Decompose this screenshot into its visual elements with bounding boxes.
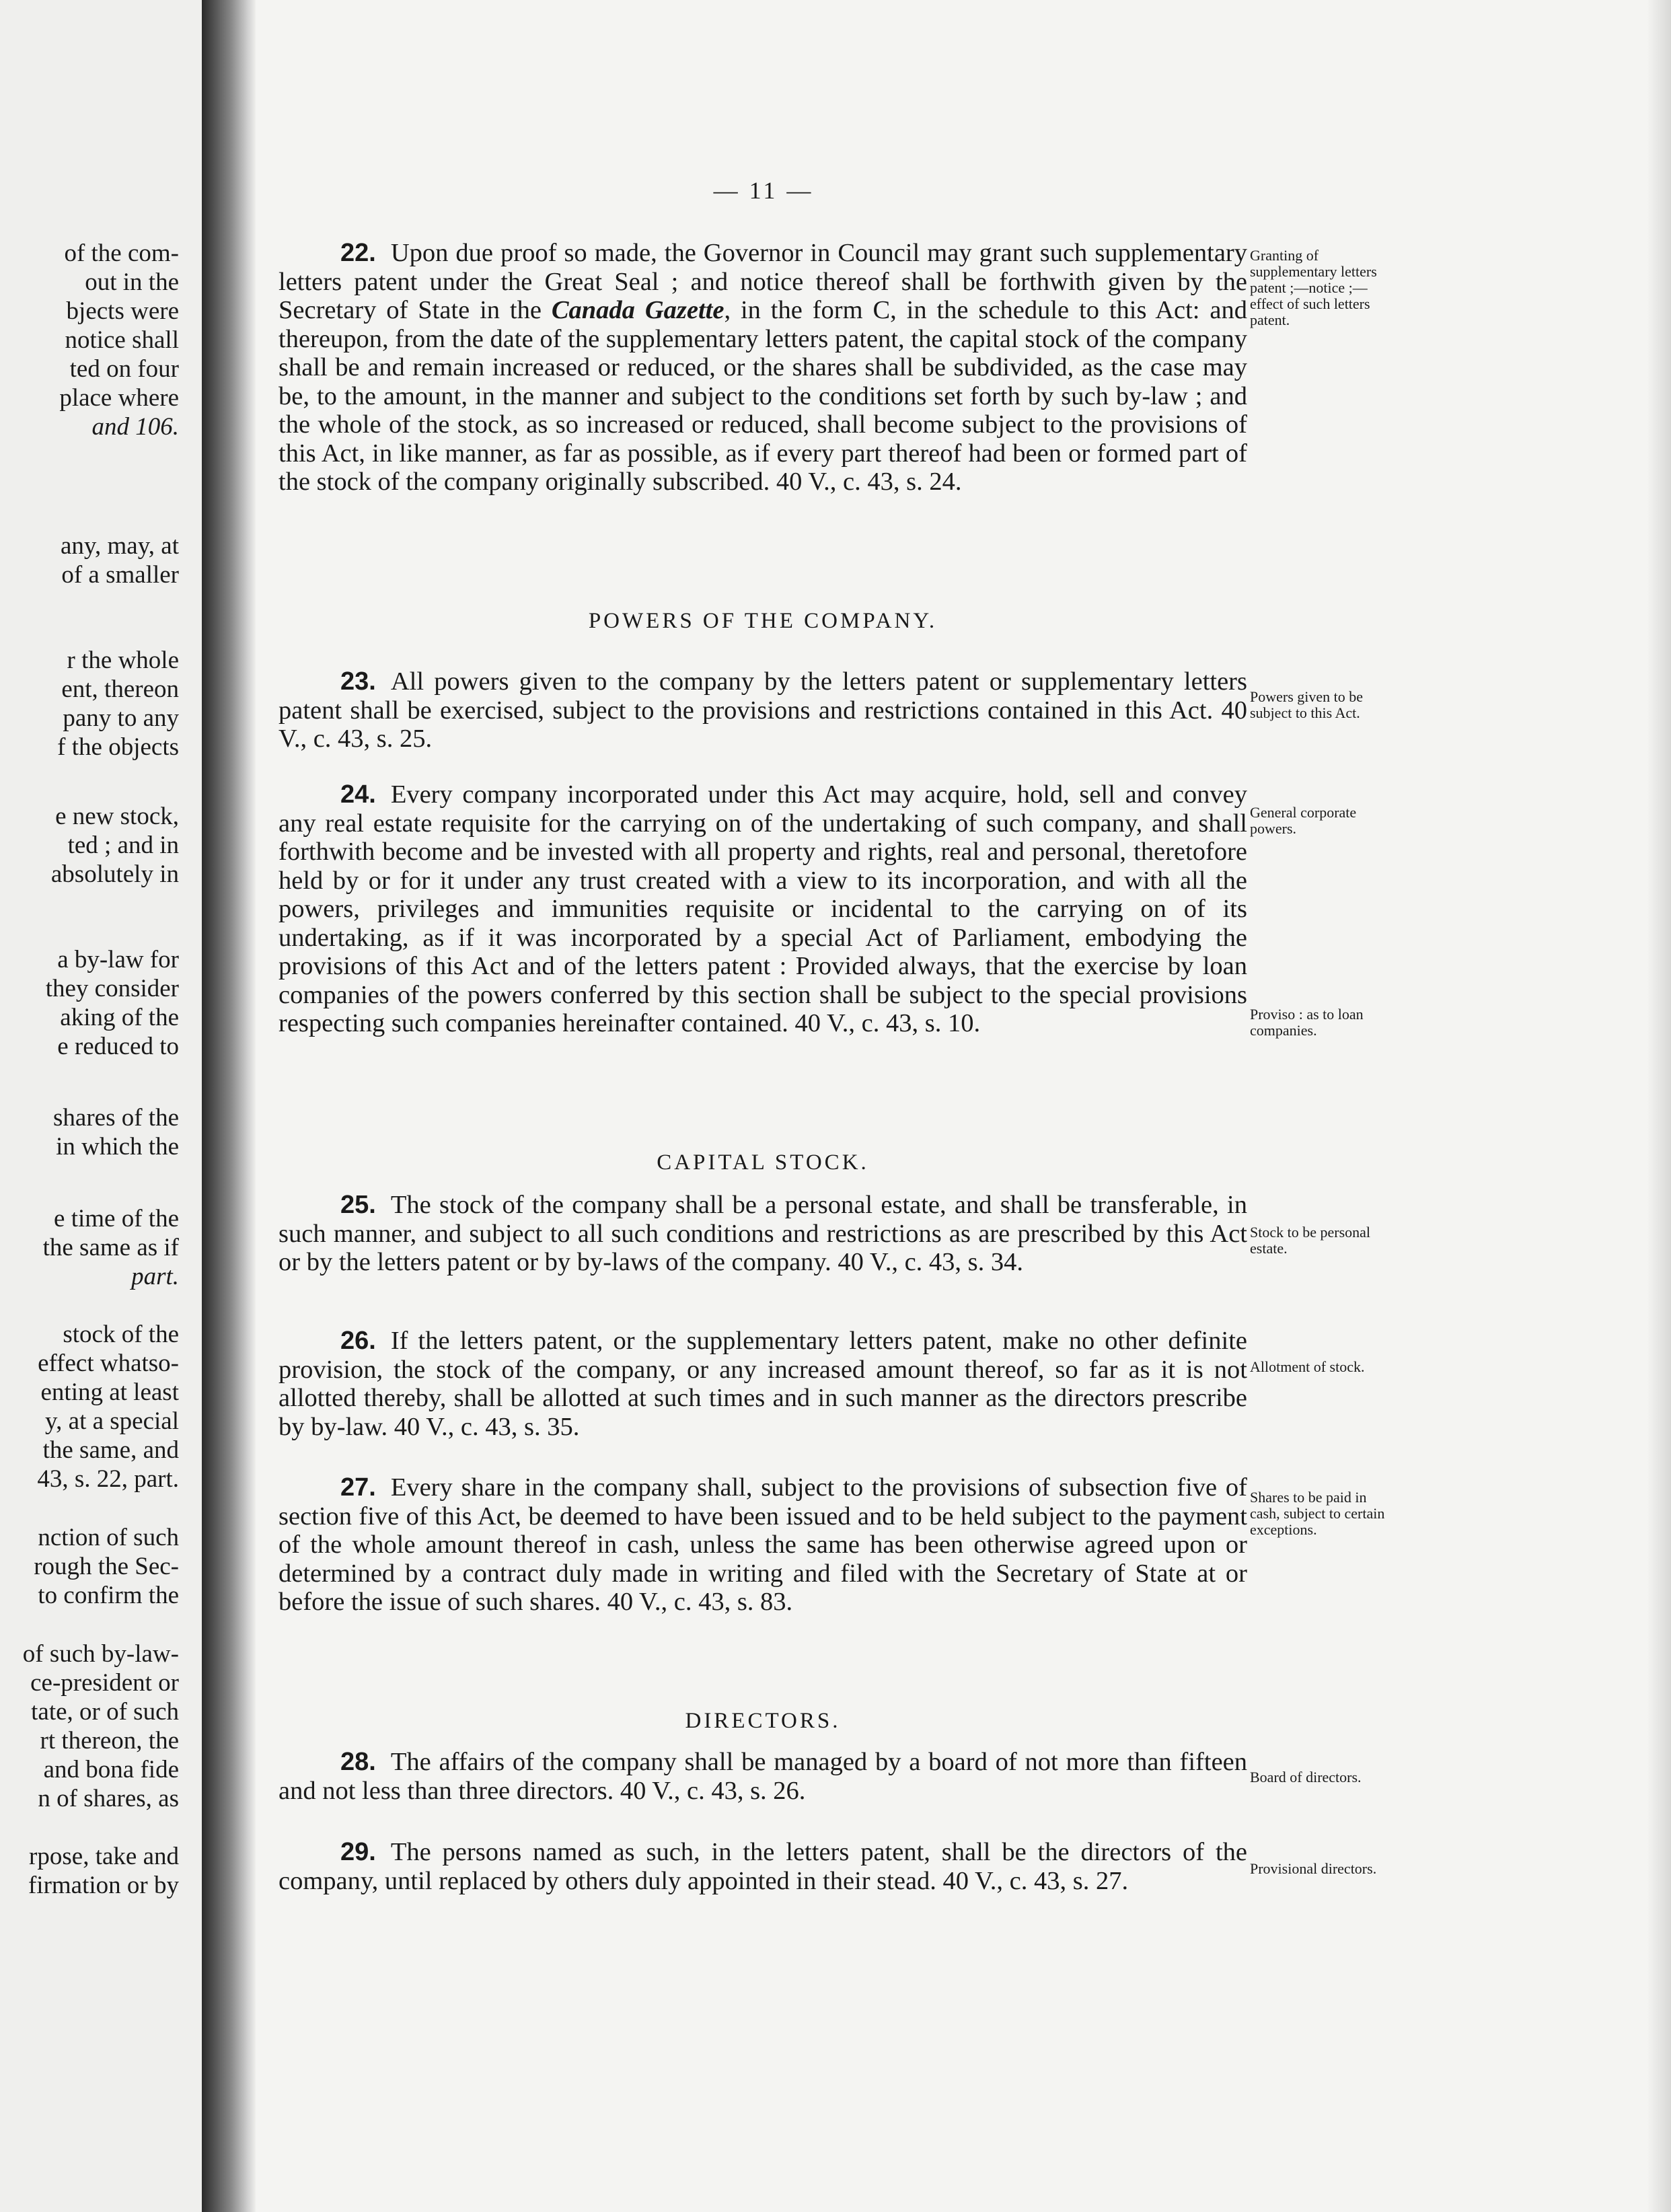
section-29 [278, 1838, 1247, 1895]
facing-page-line: and bona fide [43, 1756, 179, 1783]
facing-page-line: of the com- [64, 239, 179, 267]
facing-page-line: notice shall [65, 326, 179, 354]
facing-page-line: and 106. [91, 413, 179, 441]
section-number: 24. [340, 780, 376, 809]
facing-page-line: out in the [85, 268, 179, 296]
facing-page-line: e new stock, [55, 803, 179, 830]
margin-note-24: General corporate powers. [1250, 804, 1357, 837]
facing-page-line: absolutely in [50, 860, 179, 888]
margin-note-24-proviso: Proviso : as to loan companies. [1250, 1006, 1364, 1039]
facing-page-line: n of shares, as [38, 1785, 179, 1812]
section-number: 26. [340, 1327, 376, 1355]
facing-page-line: place where [59, 384, 179, 412]
facing-page-line: of such by-law- [22, 1640, 179, 1668]
facing-page-line: ted on four [69, 355, 179, 383]
facing-page-line: rpose, take and [29, 1843, 179, 1870]
facing-page-line: the same as if [42, 1234, 179, 1261]
facing-page-line: e reduced to [57, 1033, 179, 1060]
facing-page-line: stock of the [63, 1321, 179, 1348]
facing-page-line: shares of the [53, 1104, 179, 1132]
book-spine [202, 0, 256, 2212]
section-text: All powers given to the company by the letters patent or supplementary letters patent shall be exercised, subject to the provisions and restrictions contained in this Act. 40 V., c. 43, s. 25. [278, 667, 1247, 753]
section-number: 22. [340, 239, 376, 267]
section-28 [278, 1748, 1247, 1805]
facing-page-line: the same, and [42, 1436, 179, 1464]
facing-page-line: of a smaller [61, 561, 179, 589]
page-edge [1647, 0, 1671, 2212]
facing-page-line: nction of such [38, 1524, 179, 1551]
page-number: — 11 — [713, 177, 814, 204]
facing-page-line: they consider [45, 975, 179, 1002]
facing-page-line: bjects were [66, 297, 179, 325]
heading-capital: CAPITAL STOCK. [657, 1150, 869, 1175]
facing-page-line: f the objects [57, 733, 179, 761]
margin-note-23: Powers given to be subject to this Act. [1250, 688, 1364, 721]
margin-note-29: Provisional directors. [1250, 1860, 1377, 1877]
section-text-cont: , in the form C, in the schedule to this Act: and thereupon, from the date of the supplementary letters patent, the capital stock of the company shall be and remain increased or reduced, or the shares shall be subdivided, as the case may be, to the amount, in the manner and subject to the conditions set forth by such by-law ; and the whole of the stock, as so increased or reduced, shall become subject to the provisions of this Act, in like manner, as far as possible, as if every part thereof had been or formed part of the stock of the company originally subscribed. 40 V., c. 43, s. 24. [278, 296, 1247, 496]
facing-page-line: y, at a special [45, 1407, 179, 1435]
facing-page-line: rt thereon, the [40, 1727, 179, 1755]
facing-page-line: part. [131, 1263, 179, 1290]
facing-page-line: to confirm the [38, 1582, 179, 1609]
facing-page-line: a by-law for [57, 946, 179, 973]
facing-page-line: ent, thereon [61, 675, 179, 703]
facing-page-line: in which the [56, 1133, 179, 1160]
section-number: 29. [340, 1838, 376, 1866]
section-text: Every company incorporated under this Act may acquire, hold, sell and convey any real estate requisite for the carrying on of the undertaking of such company, and shall forthwith become and be invested with all property and rights, real and personal, theretofore held by or for it under any trust created with a view to its incorporation, and with all the powers, privileges and immunities requisite or incidental to the carrying on of its undertaking, as if it was incorporated by a special Act of Parliament, embodying the provisions of this Act and of the letters patent : Provided always, that the exercise by loan companies of the powers conferred by this section shall be subject to the special provisions respecting such companies hereinafter contained. 40 V., c. 43, s. 10. [278, 780, 1247, 1037]
facing-page-line: any, may, at [60, 532, 179, 560]
section-number: 28. [340, 1748, 376, 1776]
section-text: The persons named as such, in the letters patent, shall be the directors of the company, until replaced by others duly appointed in their stead. 40 V., c. 43, s. 27. [278, 1838, 1247, 1895]
section-number: 25. [340, 1191, 376, 1219]
section-text: Upon due proof so made, the Governor in Council may grant such supplementary letters patent under the Great Seal ; and notice thereof shall be forthwith given by the Secretary of State in the [278, 239, 1247, 324]
section-text: The stock of the company shall be a personal estate, and shall be transferable, in such manner, and subject to all such conditions and restrictions as are prescribed by this Act or by the letters patent or by by-laws of the company. 40 V., c. 43, s. 34. [278, 1191, 1247, 1276]
section-25 [278, 1191, 1247, 1277]
facing-page-line: r the whole [67, 647, 179, 674]
heading-powers: POWERS OF THE COMPANY. [588, 609, 938, 633]
section-text-italic: Canada Gazette [551, 296, 725, 324]
section-text: If the letters patent, or the supplementary letters patent, make no other definite provision, the stock of the company, or any increased amount thereof, so far as it is not allotted thereby, shall be allotted at such times and in such manner as the directors prescribe by by-law. 40 V., c. 43, s. 35. [278, 1327, 1247, 1441]
facing-page-line: ted ; and in [67, 832, 179, 859]
facing-page-line: tate, or of such [31, 1698, 179, 1726]
facing-page-line: 43, s. 22, part. [37, 1465, 179, 1493]
facing-page-line: ce-president or [30, 1669, 179, 1697]
facing-page [0, 0, 202, 2212]
section-number: 27. [340, 1473, 376, 1502]
margin-note-28: Board of directors. [1250, 1769, 1362, 1785]
section-23 [278, 667, 1247, 753]
facing-page-line: pany to any [63, 704, 179, 732]
section-22 [278, 239, 1247, 496]
margin-note-22: Granting of supplementary letters patent ;—notice ;—effect of such letters patent. [1250, 247, 1377, 328]
margin-note-26: Allotment of stock. [1250, 1358, 1365, 1375]
facing-page-line: firmation or by [28, 1872, 179, 1899]
section-text: Every share in the company shall, subject to the provisions of subsection five of section five of this Act, be deemed to have been issued and to be held subject to the payment of the whole amount thereof in cash, unless the same has been otherwise agreed upon or determined by a contract duly made in writing and filed with the Secretary of State at or before the issue of such shares. 40 V., c. 43, s. 83. [278, 1473, 1247, 1616]
facing-page-line: rough the Sec- [34, 1553, 179, 1580]
margin-note-25: Stock to be personal estate. [1250, 1224, 1371, 1257]
facing-page-line: e time of the [54, 1205, 179, 1232]
section-26 [278, 1327, 1247, 1441]
heading-directors: DIRECTORS. [685, 1709, 841, 1733]
facing-page-line: effect whatso- [38, 1350, 179, 1377]
facing-page-line: enting at least [40, 1378, 179, 1406]
margin-note-27: Shares to be paid in cash, subject to certain exceptions. [1250, 1489, 1385, 1538]
section-text: The affairs of the company shall be managed by a board of not more than fifteen and not less than three directors. 40 V., c. 43, s. 26. [278, 1748, 1247, 1805]
section-number: 23. [340, 667, 376, 696]
section-24 [278, 780, 1247, 1038]
facing-page-line: aking of the [60, 1004, 179, 1031]
section-27 [278, 1473, 1247, 1617]
